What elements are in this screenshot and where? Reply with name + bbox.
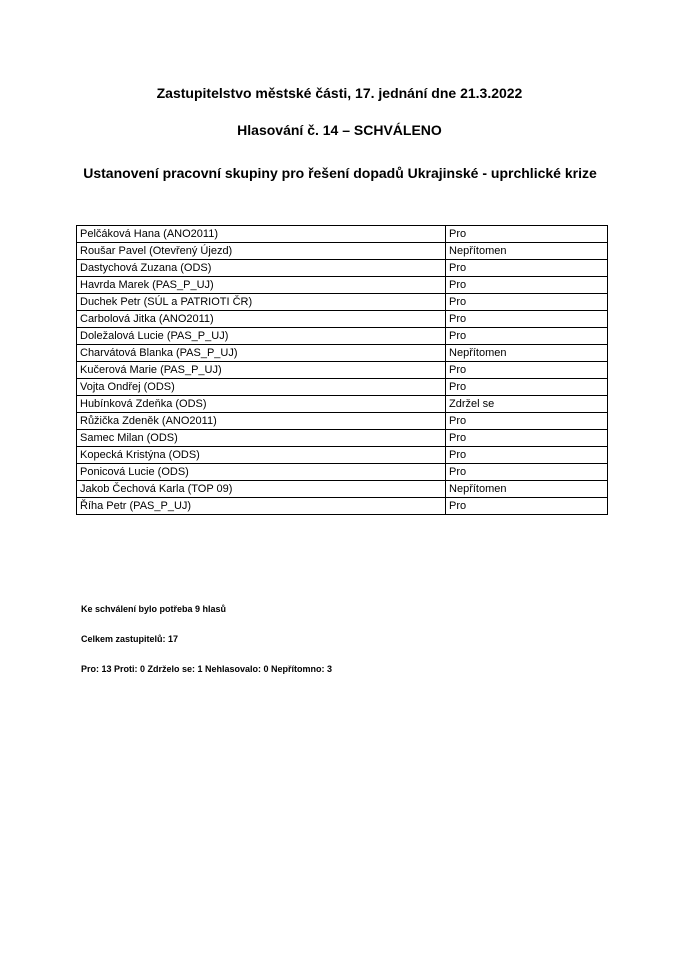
member-vote-cell: Pro: [446, 226, 608, 243]
member-name-cell: Dastychová Zuzana (ODS): [77, 260, 446, 277]
member-vote-cell: Pro: [446, 311, 608, 328]
table-row: [77, 260, 608, 277]
member-name-cell: Samec Milan (ODS): [77, 430, 446, 447]
member-name-cell: Jakob Čechová Karla (TOP 09): [77, 481, 446, 498]
table-row: [77, 396, 608, 413]
member-name-cell: Kučerová Marie (PAS_P_UJ): [77, 362, 446, 379]
member-vote-cell: Pro: [446, 379, 608, 396]
member-name-cell: Vojta Ondřej (ODS): [77, 379, 446, 396]
table-row: [77, 498, 608, 515]
member-vote-cell: Pro: [446, 328, 608, 345]
votes-table: [76, 225, 608, 515]
member-name-cell: Pelčáková Hana (ANO2011): [77, 226, 446, 243]
member-vote-cell: Pro: [446, 260, 608, 277]
member-vote-cell: Pro: [446, 430, 608, 447]
member-name-cell: Charvátová Blanka (PAS_P_UJ): [77, 345, 446, 362]
member-name-cell: Hubínková Zdeňka (ODS): [77, 396, 446, 413]
member-vote-cell: Pro: [446, 413, 608, 430]
table-row: [77, 277, 608, 294]
member-vote-cell: Pro: [446, 498, 608, 515]
member-name-cell: Kopecká Kristýna (ODS): [77, 447, 446, 464]
member-vote-cell: Pro: [446, 464, 608, 481]
votes-table-body: [77, 226, 608, 515]
table-row: [77, 362, 608, 379]
member-name-cell: Ponicová Lucie (ODS): [77, 464, 446, 481]
required-votes-text: Ke schválení bylo potřeba 9 hlasů: [81, 604, 227, 614]
table-row: [77, 345, 608, 362]
table-row: [77, 243, 608, 260]
table-row: [77, 379, 608, 396]
document-title: Zastupitelstvo městské části, 17. jednání dne 21.3.2022: [156, 85, 523, 101]
member-vote-cell: Nepřítomen: [446, 345, 608, 362]
member-name-cell: Havrda Marek (PAS_P_UJ): [77, 277, 446, 294]
member-vote-cell: Pro: [446, 294, 608, 311]
table-row: [77, 447, 608, 464]
member-vote-cell: Zdržel se: [446, 396, 608, 413]
table-row: [77, 311, 608, 328]
member-vote-cell: Pro: [446, 362, 608, 379]
member-name-cell: Doležalová Lucie (PAS_P_UJ): [77, 328, 446, 345]
member-vote-cell: Nepřítomen: [446, 243, 608, 260]
table-row: [77, 328, 608, 345]
member-name-cell: Duchek Petr (SÚL a PATRIOTI ČR): [77, 294, 446, 311]
table-row: [77, 464, 608, 481]
total-members-text: Celkem zastupitelů: 17: [81, 634, 179, 644]
member-vote-cell: Pro: [446, 447, 608, 464]
table-row: [77, 430, 608, 447]
table-row: [77, 481, 608, 498]
results-summary-text: Pro: 13 Proti: 0 Zdrželo se: 1 Nehlasovalo: 0 Nepřítomno: 3: [81, 664, 333, 674]
table-row: [77, 226, 608, 243]
member-name-cell: Roušar Pavel (Otevřený Újezd): [77, 243, 446, 260]
vote-subject-heading: Ustanovení pracovní skupiny pro řešení dopadů Ukrajinské - uprchlické krize: [83, 165, 597, 181]
table-row: [77, 294, 608, 311]
member-vote-cell: Nepřítomen: [446, 481, 608, 498]
member-name-cell: Říha Petr (PAS_P_UJ): [77, 498, 446, 515]
member-vote-cell: Pro: [446, 277, 608, 294]
member-name-cell: Růžička Zdeněk (ANO2011): [77, 413, 446, 430]
vote-status-heading: Hlasování č. 14 – SCHVÁLENO: [237, 122, 442, 138]
member-name-cell: Carbolová Jitka (ANO2011): [77, 311, 446, 328]
table-row: [77, 413, 608, 430]
